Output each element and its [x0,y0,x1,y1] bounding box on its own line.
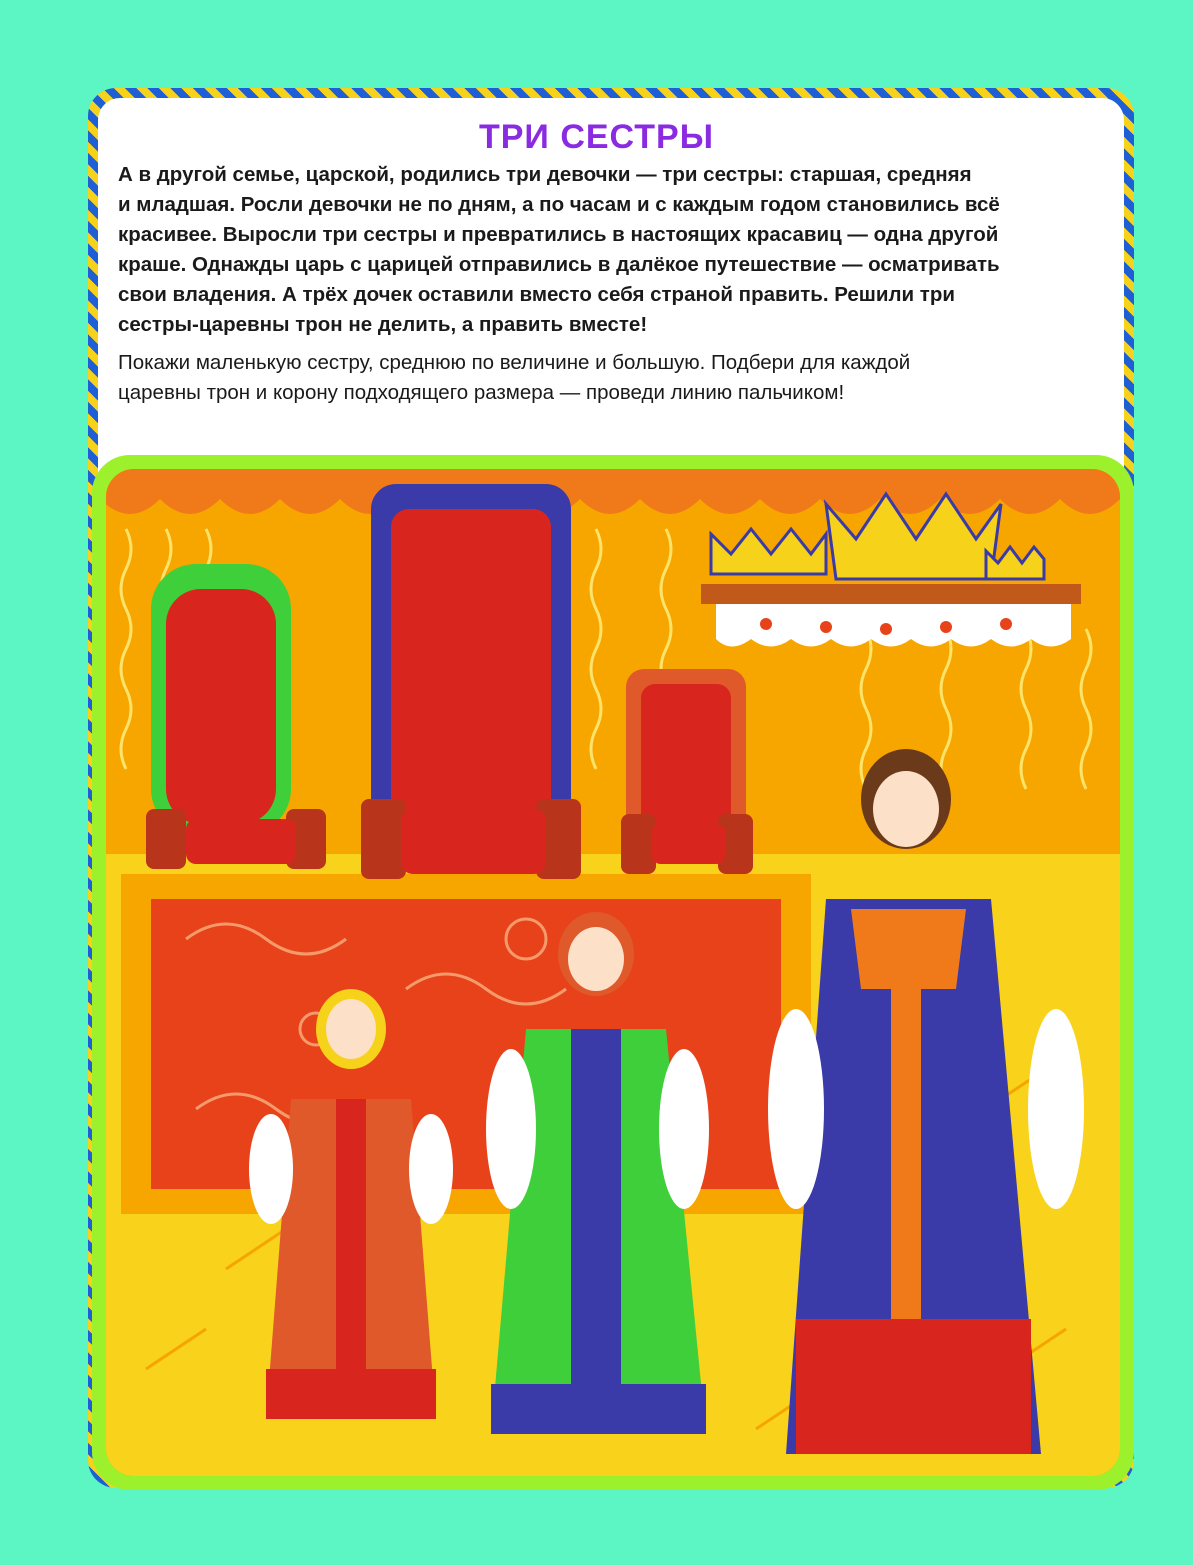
illustration [106,469,1120,1476]
task-line: царевны трон и корону подходящего размера — проведи линию пальчиком! [118,381,845,404]
story-line: свои владения. А трёх дочек оставили вместо себя страной править. Решили три [118,283,955,306]
task-paragraph [118,348,1108,408]
story-text [118,160,1108,408]
task-line: Покажи маленькую сестру, среднюю по величине и большую. Подбери для каждой [118,351,911,374]
story-paragraph [118,160,1108,340]
throne-room-illustration [106,469,1120,1476]
page-title: ТРИ СЕСТРЫ [478,118,714,156]
story-line: и младшая. Росли девочки не по дням, а по часам и с каждым годом становились всё [118,193,1000,216]
medium-throne [621,669,753,874]
story-line: А в другой семье, царской, родились три девочки — три сестры: старшая, средняя [118,163,972,186]
story-line: сестры-царевны трон не делить, а править вместе! [118,313,648,336]
story-line: красивее. Выросли три сестры и превратились в настоящих красавиц — одна другой [118,223,999,246]
large-throne [361,484,581,879]
story-line: краше. Однажды царь с царицей отправились в далёкое путешествие — осматривать [118,253,1000,276]
illustration-frame [92,455,1134,1490]
crown-shelf [701,584,1081,647]
top-drape [106,469,1120,514]
